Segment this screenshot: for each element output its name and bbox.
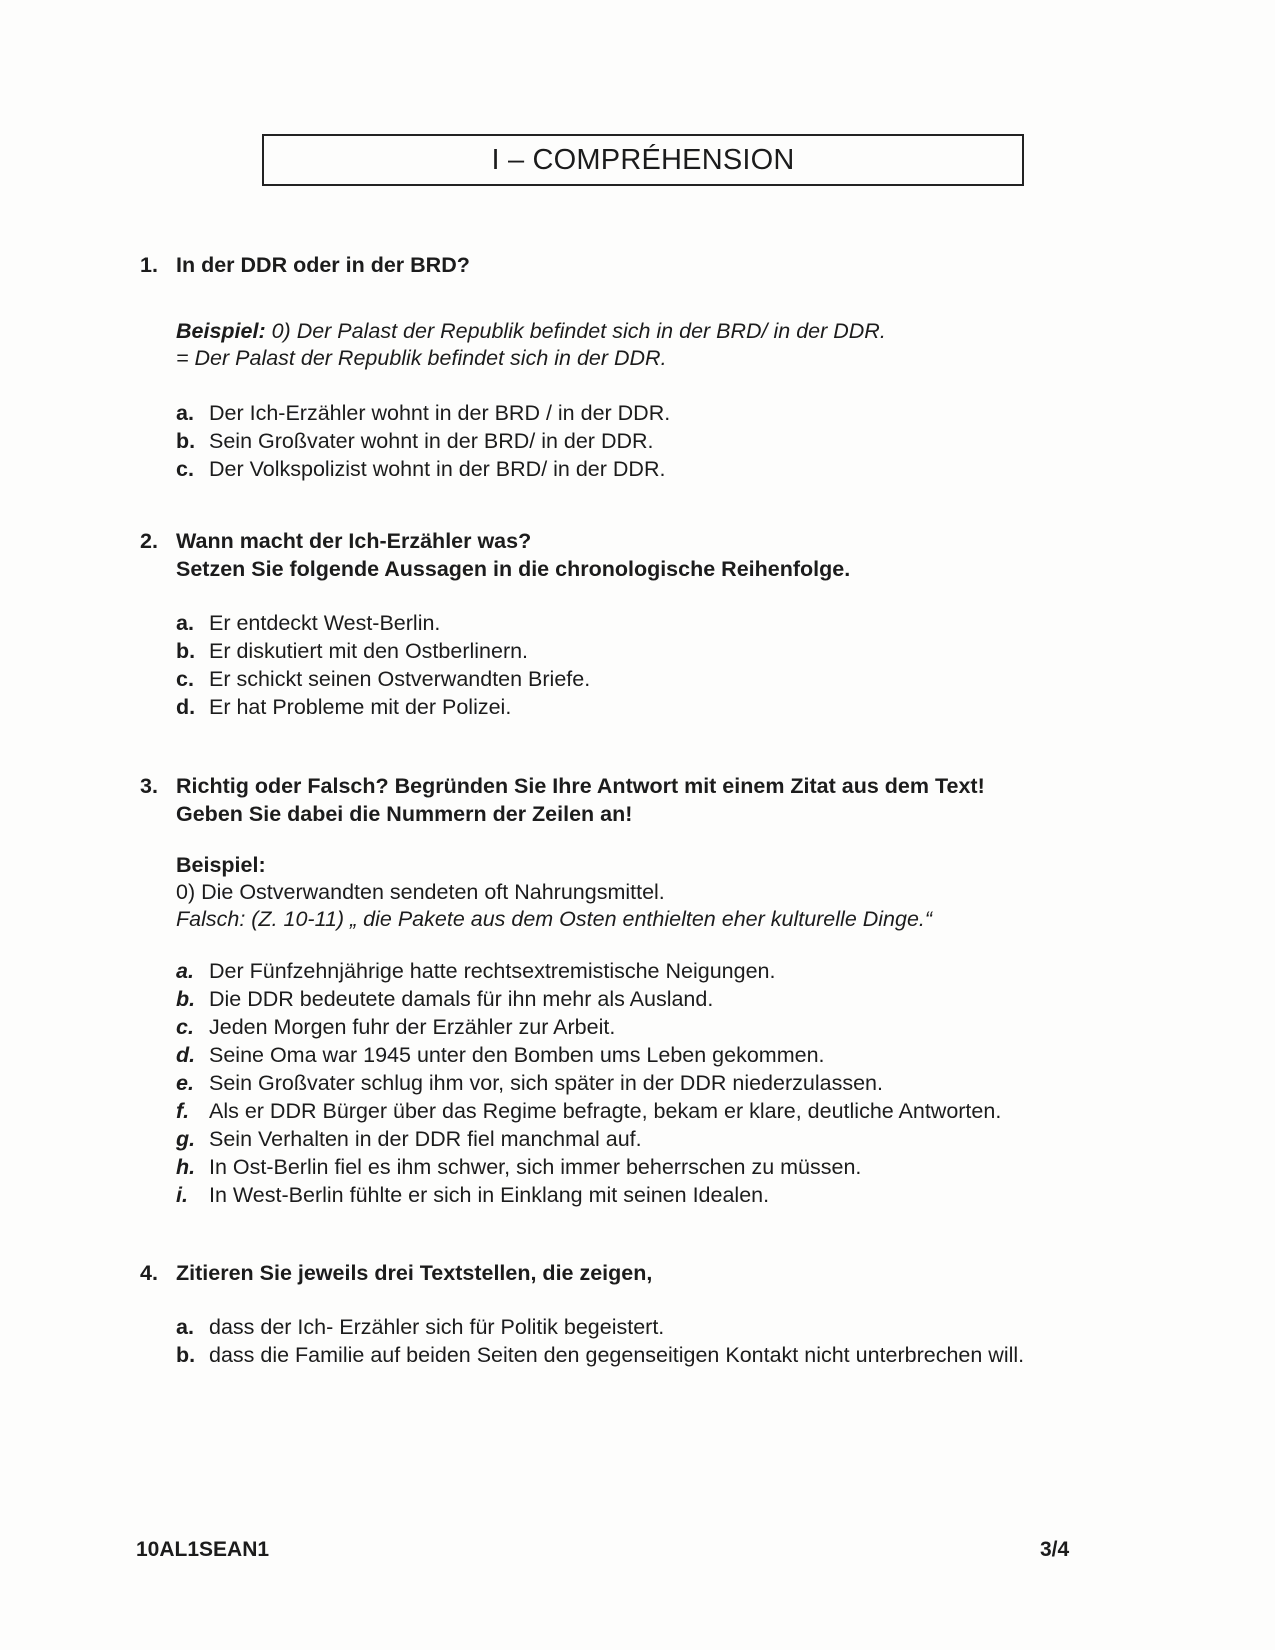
example-block (176, 852, 1140, 933)
item-text: Der Ich-Erzähler wohnt in der BRD / in der DDR. (209, 401, 671, 425)
question-number: 3. (140, 774, 158, 798)
item-letter: b. (176, 639, 196, 663)
item-text: Der Fünfzehnjährige hatte rechtsextremistische Neigungen. (209, 959, 776, 983)
list-item (176, 693, 1140, 721)
list-item (176, 1013, 1140, 1041)
question-number: 1. (140, 253, 158, 277)
example-block (176, 318, 1140, 372)
example-answer: Falsch: (Z. 10-11) „ die Pakete aus dem Osten enthielten eher kulturelle Dinge.“ (176, 907, 933, 931)
item-letter: c. (176, 1015, 194, 1039)
task-list (176, 1313, 1140, 1369)
item-letter: d. (176, 695, 196, 719)
exam-code: 10AL1SEAN1 (136, 1538, 270, 1561)
item-text: Er hat Probleme mit der Polizei. (209, 695, 512, 719)
list-item (176, 985, 1140, 1013)
list-item (176, 1153, 1140, 1181)
list-item (176, 665, 1140, 693)
item-letter: b. (176, 429, 196, 453)
item-letter: b. (176, 987, 196, 1011)
item-text: Der Volkspolizist wohnt in der BRD/ in der DDR. (209, 457, 666, 481)
item-text: In Ost-Berlin fiel es ihm schwer, sich immer beherrschen zu müssen. (209, 1155, 862, 1179)
item-letter: b. (176, 1343, 196, 1367)
section-title: I – COMPRÉHENSION (491, 143, 795, 176)
item-letter: c. (176, 667, 194, 691)
item-text: Sein Verhalten in der DDR fiel manchmal auf. (209, 1127, 642, 1151)
item-letter: g. (176, 1127, 196, 1151)
item-letter: f. (176, 1099, 190, 1123)
example-label: Beispiel: (176, 319, 266, 343)
item-text: Jeden Morgen fuhr der Erzähler zur Arbeit. (209, 1015, 616, 1039)
example-answer: = Der Palast der Republik befindet sich in der DDR. (176, 346, 667, 370)
list-item (176, 455, 1140, 483)
question-heading-line-1: Richtig oder Falsch? Begründen Sie Ihre Antwort mit einem Zitat aus dem Text! (176, 774, 985, 798)
list-item (176, 1341, 1140, 1369)
list-item (176, 637, 1140, 665)
item-text: In West-Berlin fühlte er sich in Einklang mit seinen Idealen. (209, 1183, 770, 1207)
item-text: dass der Ich- Erzähler sich für Politik begeistert. (209, 1315, 665, 1339)
list-item (176, 1069, 1140, 1097)
item-text: Die DDR bedeutete damals für ihn mehr als Ausland. (209, 987, 714, 1011)
item-letter: a. (176, 611, 194, 635)
statement-list (176, 957, 1140, 1209)
item-text: dass die Familie auf beiden Seiten den gegenseitigen Kontakt nicht unterbrechen will. (209, 1343, 1025, 1367)
item-letter: a. (176, 401, 194, 425)
item-text: Sein Großvater wohnt in der BRD/ in der DDR. (209, 429, 654, 453)
item-text: Seine Oma war 1945 unter den Bomben ums Leben gekommen. (209, 1043, 825, 1067)
question-3 (140, 772, 1140, 1209)
question-heading-line-1: Wann macht der Ich-Erzähler was? (176, 529, 532, 553)
question-heading: Zitieren Sie jeweils drei Textstellen, die zeigen, (176, 1261, 653, 1285)
item-text: Er schickt seinen Ostverwandten Briefe. (209, 667, 591, 691)
question-4 (140, 1259, 1140, 1369)
list-item (176, 1313, 1140, 1341)
list-item (176, 1125, 1140, 1153)
item-letter: e. (176, 1071, 194, 1095)
example-text: 0) Der Palast der Republik befindet sich in der BRD/ in der DDR. (265, 319, 886, 343)
question-number: 4. (140, 1261, 158, 1285)
item-text: Sein Großvater schlug ihm vor, sich später in der DDR niederzulassen. (209, 1071, 883, 1095)
section-title-box (262, 134, 1024, 186)
page-number: 3/4 (1040, 1538, 1070, 1561)
list-item (176, 1181, 1140, 1209)
answer-options (176, 399, 1140, 483)
list-item (176, 399, 1140, 427)
item-letter: h. (176, 1155, 196, 1179)
list-item (176, 1097, 1140, 1125)
item-text: Er entdeckt West-Berlin. (209, 611, 441, 635)
question-heading: In der DDR oder in der BRD? (176, 253, 470, 277)
question-1 (140, 251, 1140, 483)
item-letter: i. (176, 1183, 188, 1207)
item-letter: c. (176, 457, 194, 481)
statement-list (176, 609, 1140, 721)
list-item (176, 427, 1140, 455)
item-letter: a. (176, 959, 194, 983)
item-text: Als er DDR Bürger über das Regime befragte, bekam er klare, deutliche Antworten. (209, 1099, 1002, 1123)
item-text: Er diskutiert mit den Ostberlinern. (209, 639, 529, 663)
list-item (176, 1041, 1140, 1069)
item-letter: d. (176, 1043, 196, 1067)
question-number: 2. (140, 529, 158, 553)
question-heading-line-2: Geben Sie dabei die Nummern der Zeilen an! (176, 802, 633, 826)
list-item (176, 609, 1140, 637)
question-2 (140, 527, 1140, 721)
example-statement: 0) Die Ostverwandten sendeten oft Nahrungsmittel. (176, 880, 665, 904)
item-letter: a. (176, 1315, 194, 1339)
question-heading-line-2: Setzen Sie folgende Aussagen in die chronologische Reihenfolge. (176, 557, 851, 581)
example-label: Beispiel: (176, 853, 266, 877)
list-item (176, 957, 1140, 985)
